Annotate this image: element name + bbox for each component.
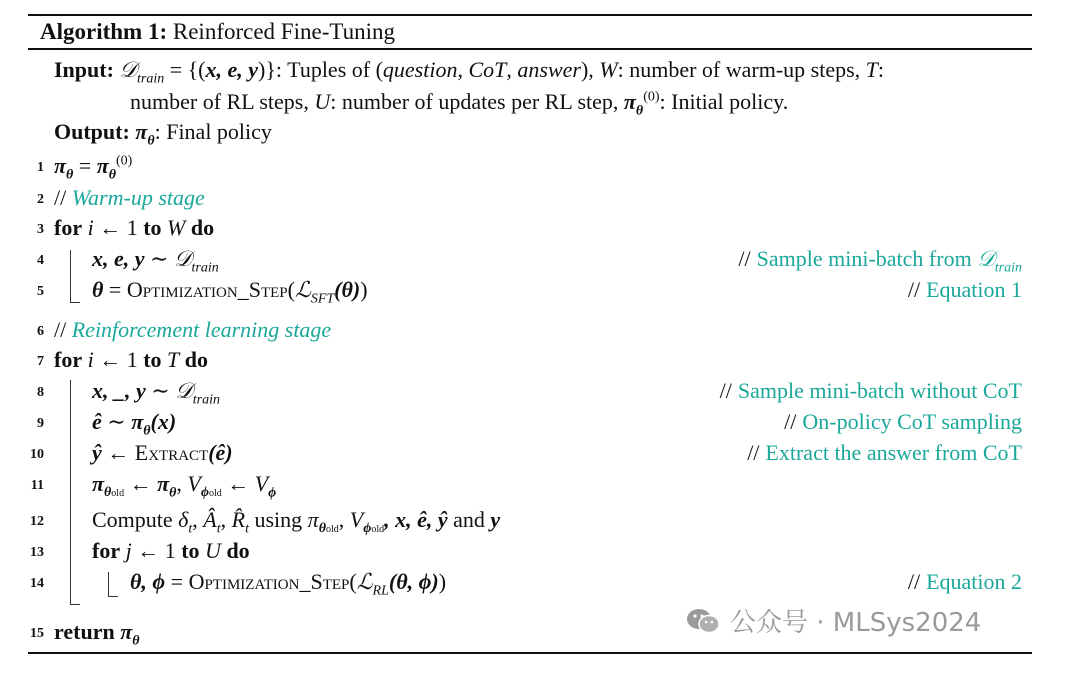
line-number: 5 xyxy=(37,284,44,299)
pi-symbol: π xyxy=(131,409,144,434)
comma: , xyxy=(457,57,469,82)
loss-arg: (θ) xyxy=(334,277,361,302)
comma: , xyxy=(506,57,518,82)
loop-var: j xyxy=(125,538,132,563)
comment-slashes: // xyxy=(54,317,67,342)
t-sub: t xyxy=(188,521,193,537)
line-5-code xyxy=(92,276,368,305)
line-number: 2 xyxy=(37,192,44,207)
tilde: ∼ xyxy=(145,378,176,403)
input-line-1 xyxy=(54,56,884,85)
line-4-comment xyxy=(738,245,1022,274)
d-train-sub: train xyxy=(191,260,219,276)
arrow: ← xyxy=(124,471,158,496)
kw-to: to xyxy=(143,347,162,372)
line-number: 1 xyxy=(37,160,44,175)
paren: ) xyxy=(360,277,368,302)
input-line-2 xyxy=(130,88,789,119)
algorithm-caption xyxy=(40,18,395,46)
loss-arg: (θ, ϕ) xyxy=(388,569,439,594)
comment-text: Sample mini-batch from xyxy=(756,246,978,271)
tuple-vars: x, e, y xyxy=(205,57,259,82)
pi-sup: (0) xyxy=(643,89,660,105)
d-train-sub: train xyxy=(994,260,1022,276)
comment-text: Equation 2 xyxy=(926,569,1022,594)
paren: ( xyxy=(287,277,295,302)
old-sub: old xyxy=(371,524,385,536)
loss-sub: RL xyxy=(372,583,389,599)
comment-slashes: // xyxy=(784,409,797,434)
watermark xyxy=(686,602,981,639)
line-5-comment xyxy=(908,276,1022,304)
d-train: 𝒟 xyxy=(119,58,137,83)
output-line xyxy=(54,118,272,149)
phi-sub: ϕ xyxy=(268,485,277,501)
batch-vars: x, _, y xyxy=(92,378,146,403)
pi-symbol: π xyxy=(157,471,170,496)
comment-text: Extract the answer from CoT xyxy=(765,440,1022,465)
theta: θ xyxy=(92,277,104,302)
warmup-comment: Warm-up stage xyxy=(71,185,205,210)
line-number: 10 xyxy=(30,447,44,462)
pi-symbol: π xyxy=(92,471,105,496)
algorithm-label: Algorithm 1: xyxy=(40,19,168,44)
line-9-code xyxy=(92,408,177,439)
comment-slashes: // xyxy=(907,569,921,594)
line-number: 3 xyxy=(37,222,44,237)
header-rule xyxy=(28,48,1032,50)
tilde: ∼ xyxy=(144,246,174,271)
w-desc: : number of warm-up steps, xyxy=(617,57,866,82)
word-question: question xyxy=(382,57,458,82)
line-number: 9 xyxy=(37,416,44,431)
fn-optimization-step: Optimization_Step xyxy=(126,277,288,302)
line-10-comment xyxy=(747,439,1022,467)
old-sub: old xyxy=(325,524,339,536)
inner-loop-bar xyxy=(108,572,109,596)
tilde: ∼ xyxy=(101,409,132,434)
t-desc: : xyxy=(877,57,885,82)
arrow: ← 1 xyxy=(131,538,182,563)
d-train: 𝒟 xyxy=(175,379,193,404)
fn-optimization-step: Optimization_Step xyxy=(188,569,350,594)
pi-symbol: π xyxy=(54,153,67,178)
a-hat: Â xyxy=(203,507,217,532)
comma: , xyxy=(192,507,204,532)
kw-do: do xyxy=(184,347,209,372)
e-hat: ê xyxy=(92,409,102,434)
output-label: Output: xyxy=(54,119,130,144)
value-fn: V xyxy=(349,507,364,532)
input-label: Input: xyxy=(54,57,114,82)
top-rule xyxy=(28,14,1032,16)
line-number: 8 xyxy=(37,385,44,400)
loss-sub: SFT xyxy=(310,291,335,307)
pi-sup: (0) xyxy=(116,153,133,169)
rl-comment: Reinforcement learning stage xyxy=(71,317,332,342)
theta-phi: θ, ϕ xyxy=(130,569,166,594)
bottom-rule xyxy=(28,652,1032,654)
loss: ℒ xyxy=(356,570,373,595)
line-8-comment xyxy=(720,377,1022,405)
fn-extract: Extract xyxy=(134,440,209,465)
kw-for: for xyxy=(54,347,83,372)
pi-sub: θ xyxy=(132,633,140,649)
paren: ) xyxy=(438,569,447,594)
compute-word: Compute xyxy=(92,507,179,532)
pi-symbol: π xyxy=(623,89,636,114)
pi-sub: θ xyxy=(318,521,326,537)
comment-text: On-policy CoT sampling xyxy=(802,409,1022,434)
line-2-code xyxy=(54,184,205,212)
compute-args: , x, ê, ŷ xyxy=(384,507,448,532)
extract-arg: (ê) xyxy=(208,440,233,465)
var-w: W xyxy=(599,57,618,82)
line-7-code xyxy=(54,346,208,374)
pi-sub: θ xyxy=(147,133,155,149)
pi-sub: θ xyxy=(635,103,644,119)
comment-slashes: // xyxy=(719,378,732,403)
t-sub: t xyxy=(216,521,221,537)
kw-for: for xyxy=(92,538,121,563)
d-train-sub: train xyxy=(136,71,165,87)
word-answer: answer xyxy=(517,57,581,82)
pi-symbol: π xyxy=(307,507,319,532)
phi-sub: ϕ xyxy=(363,521,372,537)
line-number: 12 xyxy=(30,514,44,529)
value-fn: V xyxy=(254,471,269,496)
pi-sub: θ xyxy=(104,485,112,501)
word-cot: CoT xyxy=(468,57,507,82)
var-u: U xyxy=(314,89,331,114)
algorithm-title: Reinforced Fine-Tuning xyxy=(172,19,395,44)
comment-slashes: // xyxy=(747,440,760,465)
using-word: using xyxy=(248,507,308,532)
t-sub: t xyxy=(245,521,249,537)
line-10-code xyxy=(92,439,233,467)
loop-var: i xyxy=(87,347,94,372)
var-t: T xyxy=(865,57,878,82)
arrow: ← 1 xyxy=(93,347,144,372)
line-9-comment xyxy=(784,408,1022,436)
pi-sub: θ xyxy=(66,167,74,183)
arrow: ← xyxy=(101,440,135,465)
line-15-code xyxy=(54,618,140,649)
wechat-icon xyxy=(686,608,720,634)
r-hat: R̂ xyxy=(231,507,246,532)
warmup-loop-bar xyxy=(70,250,71,302)
line-13-code xyxy=(92,537,250,565)
kw-return: return xyxy=(54,619,115,644)
line-number: 6 xyxy=(37,324,44,339)
batch-vars: x, e, y xyxy=(92,246,145,271)
line-number: 7 xyxy=(37,354,44,369)
old-sub: old xyxy=(111,488,125,500)
equals: = xyxy=(73,153,97,178)
comment-slashes: // xyxy=(907,277,921,302)
comma: , xyxy=(220,507,232,532)
value-fn: V xyxy=(187,471,201,496)
d-train: 𝒟 xyxy=(173,247,192,272)
kw-to: to xyxy=(181,538,200,563)
y-hat: ŷ xyxy=(92,440,102,465)
line-14-code xyxy=(130,568,446,597)
comment-slashes: // xyxy=(54,185,67,210)
eq-start: = {( xyxy=(164,57,206,82)
kw-to: to xyxy=(143,215,162,240)
line-number: 14 xyxy=(30,576,44,591)
kw-do: do xyxy=(226,538,250,563)
loop-bound: T xyxy=(167,347,180,372)
pi-arg: (x) xyxy=(150,409,177,434)
pi-sub: θ xyxy=(108,167,117,183)
pi-symbol: π xyxy=(135,119,148,144)
loop-bound: U xyxy=(205,538,221,563)
d-train: 𝒟 xyxy=(977,247,995,272)
rl-loop-bar xyxy=(70,380,71,604)
comma: , xyxy=(338,507,350,532)
comment-text: Sample mini-batch without CoT xyxy=(737,378,1022,403)
line-number: 11 xyxy=(30,478,44,493)
comment-text: Equation 1 xyxy=(926,277,1022,302)
algorithm-box xyxy=(28,12,1032,654)
rl-loop-foot xyxy=(70,604,80,605)
old-sub: old xyxy=(208,488,222,500)
line-number: 13 xyxy=(30,545,44,560)
line-14-comment xyxy=(908,568,1022,596)
loop-var: i xyxy=(87,215,94,240)
pi-symbol: π xyxy=(96,153,109,178)
rl-steps-desc: number of RL steps, xyxy=(130,89,315,114)
inner-loop-foot xyxy=(108,596,118,597)
pi-sub: θ xyxy=(143,423,151,439)
loop-bound: W xyxy=(167,215,186,240)
line-4-code xyxy=(92,245,219,274)
kw-for: for xyxy=(54,215,83,240)
line-11-code xyxy=(92,470,277,501)
warmup-loop-foot xyxy=(70,302,80,303)
line-8-code xyxy=(92,377,220,406)
pi-sub: θ xyxy=(169,485,177,501)
line-number: 15 xyxy=(30,626,44,641)
arrow: ← xyxy=(221,471,255,496)
line-6-code xyxy=(54,316,331,344)
equals: = xyxy=(103,277,127,302)
line-1-code xyxy=(54,152,133,183)
line-12-code xyxy=(92,506,501,537)
pi-desc: : Initial policy. xyxy=(659,89,789,114)
comma: , xyxy=(176,471,188,496)
eq-end: )}: Tuples of ( xyxy=(258,57,383,82)
y-var: y xyxy=(490,507,501,532)
delta: δ xyxy=(178,507,189,532)
d-train-sub: train xyxy=(192,392,220,408)
paren: ( xyxy=(349,569,357,594)
comment-slashes: // xyxy=(738,246,751,271)
line-number: 4 xyxy=(37,253,44,268)
phi-sub: ϕ xyxy=(200,485,209,501)
line-3-code xyxy=(54,214,214,242)
loss: ℒ xyxy=(294,278,311,303)
and-word: and xyxy=(447,507,491,532)
kw-do: do xyxy=(190,215,215,240)
equals: = xyxy=(165,569,189,594)
arrow: ← 1 xyxy=(93,215,144,240)
pi-symbol: π xyxy=(120,619,133,644)
watermark-text: 公众号 · MLSys2024 xyxy=(730,608,982,638)
u-desc: : number of updates per RL step, xyxy=(330,89,624,114)
paren: ), xyxy=(580,57,600,82)
output-desc: : Final policy xyxy=(154,119,272,144)
